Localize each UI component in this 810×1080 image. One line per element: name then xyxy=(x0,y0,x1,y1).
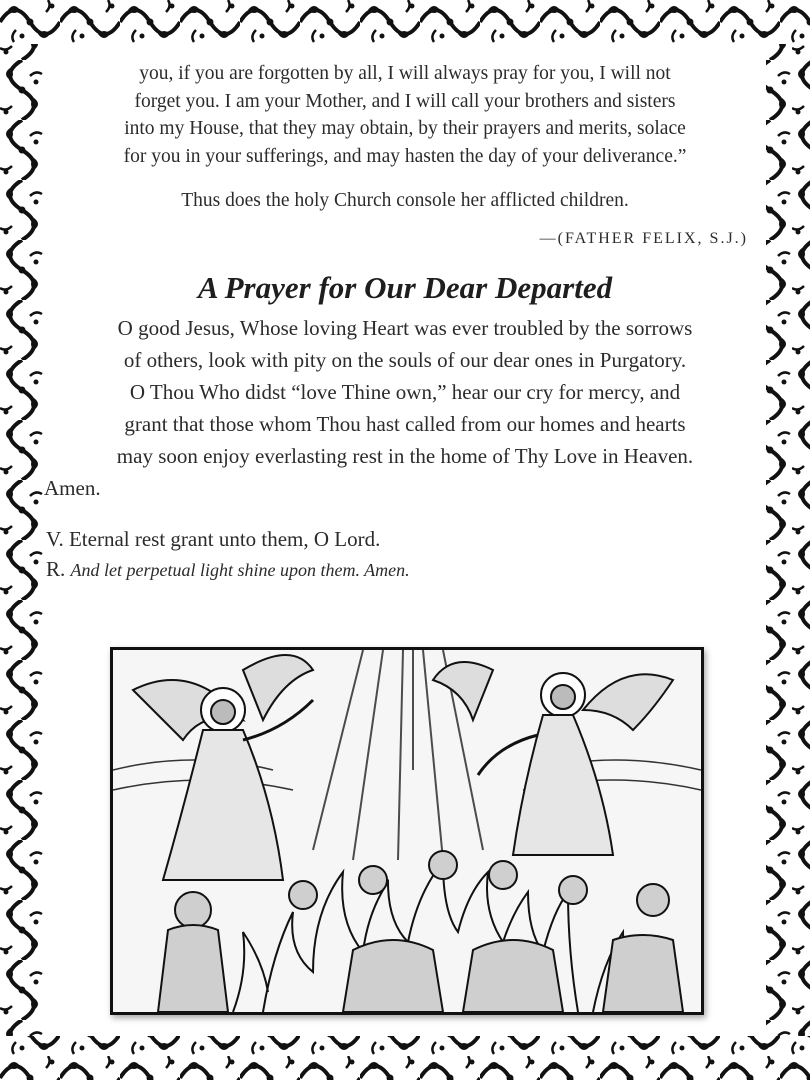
prayer-line: O Thou Who didst “love Thine own,” hear our cry for mercy, and xyxy=(129,380,681,404)
purgatory-illustration xyxy=(110,647,704,1015)
prayer-amen: Amen. xyxy=(44,476,101,500)
prayer-line: may soon enjoy everlasting rest in the home of Thy Love in Heaven. xyxy=(116,444,694,468)
angels-and-souls-engraving xyxy=(113,650,701,1012)
quote-line: you, if you are forgotten by all, I will always pray for you, I will not xyxy=(139,63,671,84)
versicle xyxy=(46,524,760,554)
prayer-title: A Prayer for Our Dear Departed xyxy=(197,270,613,305)
prayer-line: grant that those whom Thou hast called from our homes and hearts xyxy=(124,412,686,436)
quote-line: into my House, that they may obtain, by their prayers and merits, solace xyxy=(124,118,686,139)
console-sentence: Thus does the holy Church console her afflicted children. xyxy=(181,190,629,211)
response-label: R. xyxy=(46,557,66,581)
prayer-body xyxy=(44,312,760,504)
versicle-response xyxy=(46,524,760,585)
quote-line: forget you. I am your Mother, and I will call your brothers and sisters xyxy=(134,90,676,112)
quote-paragraph xyxy=(50,60,760,170)
page-content xyxy=(44,52,760,1032)
response xyxy=(46,554,760,585)
versicle-label: V. xyxy=(46,527,64,551)
response-text: And let perpetual light shine upon them. Amen. xyxy=(70,560,410,580)
prayer-line: of others, look with pity on the souls of our dear ones in Purgatory. xyxy=(123,348,687,372)
versicle-text: Eternal rest grant unto them, O Lord. xyxy=(68,527,381,551)
attribution: —(FATHER FELIX, S.J.) xyxy=(539,230,748,247)
prayer-line: O good Jesus, Whose loving Heart was ever troubled by the sorrows xyxy=(117,316,693,340)
quote-line: for you in your sufferings, and may hasten the day of your deliverance.” xyxy=(123,145,687,167)
